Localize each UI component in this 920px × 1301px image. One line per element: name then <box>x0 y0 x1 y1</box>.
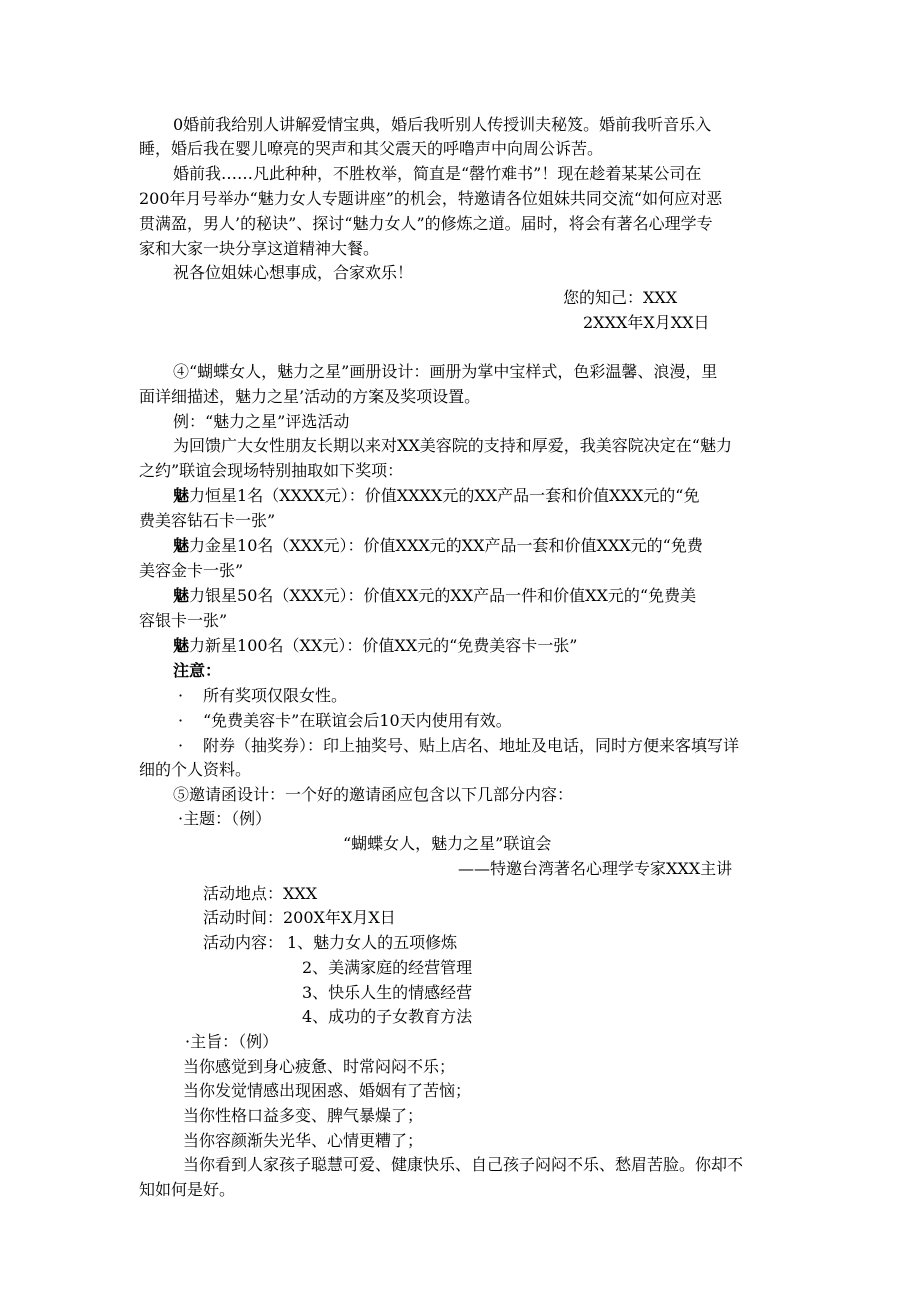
notice-1-bullet: · <box>178 686 184 705</box>
prize-2-line-2: 美容金卡一张” <box>139 561 244 580</box>
prize-1-line-2: 费美容钻石卡一张” <box>139 511 276 530</box>
event-content-item-2: 2、美满家庭的经营管理 <box>302 958 473 977</box>
event-content-item-4: 4、成功的子女教育方法 <box>302 1007 473 1026</box>
event-subtitle: ——特邀台湾著名心理学专家XXX主讲 <box>458 859 733 878</box>
prize-2-text: 力金星10名（XXX元）：价值XXX元的XX产品一套和价值XXX元的“免费 <box>189 536 703 555</box>
prize-1-head: 魅 <box>173 486 190 505</box>
intro-line-2: 之约”联谊会现场特别抽取如下奖项： <box>139 461 404 480</box>
notice-3-text-line-1: 附券（抽奖券）：印上抽奖号、贴上店名、地址及电话，同时方便来客填写详 <box>203 736 740 755</box>
paragraph-2-line-4: 家和大家一块分享这道精神大餐。 <box>139 239 380 258</box>
signature: 您的知己：XXX <box>563 288 678 307</box>
paragraph-2-line-1: 婚前我……凡此种种，不胜枚举，简直是“罄竹难书”！现在趁着某某公司在 <box>173 164 702 183</box>
purpose-line-1: 当你感觉到身心疲惫、时常闷闷不乐； <box>183 1057 456 1076</box>
event-location: 活动地点：XXX <box>203 884 318 903</box>
event-title: “蝴蝶女人，魅力之星”联谊会 <box>343 834 552 853</box>
event-content-label: 活动内容： <box>203 933 284 952</box>
event-content-item-1: 1、魅力女人的五项修炼 <box>287 933 458 952</box>
purpose-line-3: 当你性格口益多变、脾气暴燥了； <box>183 1106 424 1125</box>
notice-3-text-line-2: 细的个人资料。 <box>139 760 252 779</box>
section-4-line-1: ④“蝴蝶女人，魅力之星”画册设计：画册为掌中宝样式，色彩温馨、浪漫，里 <box>173 362 718 381</box>
example-title: 例：“魅力之星”评选活动 <box>173 412 350 431</box>
greeting-line: 祝各位姐妹心想事成，合家欢乐！ <box>173 263 414 282</box>
intro-line-1: 为回馈广大女性朋友长期以来对XX美容院的支持和厚爱，我美容院决定在“魅力 <box>173 436 732 455</box>
theme-label: ·主题：（例） <box>178 809 272 828</box>
prize-1-text: 力恒星1名（XXXX元）：价值XXXX元的XX产品一套和价值XXX元的“免 <box>189 486 700 505</box>
prize-3-head: 魅 <box>173 586 190 605</box>
paragraph-2-line-3: 贯满盈，男人’的秘诀”、探讨“魅力女人”的修炼之道。届时，将会有著名心理学专 <box>139 214 713 233</box>
event-content-item-3: 3、快乐人生的情感经营 <box>302 983 473 1002</box>
prize-3-line-2: 容银卡一张” <box>139 611 228 630</box>
prize-4-head: 魅 <box>173 636 190 655</box>
notice-3-bullet: · <box>178 736 184 755</box>
prize-1-line-1 <box>173 484 699 508</box>
prize-4-text: 力新星100名（XX元）：价值XX元的“免费美容卡一张” <box>189 636 578 655</box>
last-paragraph-line-2: 知如何是好。 <box>139 1180 236 1199</box>
prize-2-line-1 <box>173 534 703 558</box>
last-paragraph-line-1: 当你看到人家孩子聪慧可爱、健康快乐、自己孩子闷闷不乐、愁眉苦脸。你却不 <box>183 1155 744 1174</box>
paragraph-1-line-1: 0婚前我给别人讲解爱情宝典，婚后我听别人传授训夫秘笈。婚前我听音乐入 <box>173 115 712 134</box>
section-4-line-2: 面详细描述，魅力之星’活动的方案及奖项设置。 <box>139 387 481 406</box>
purpose-label: ·主旨：（例） <box>185 1032 279 1051</box>
notice-1-text: 所有奖项仅限女性。 <box>203 686 348 705</box>
section-5-title: ⑤邀请函设计：一个好的邀请函应包含以下几部分内容： <box>173 785 574 804</box>
prize-4-line-1 <box>173 634 577 658</box>
notice-title: 注意： <box>173 661 222 680</box>
notice-2-text: “免费美容卡”在联谊会后10天内使用有效。 <box>203 711 512 730</box>
letter-date: 2XXX年X月XX日 <box>583 313 710 332</box>
purpose-line-4: 当你容颜渐失光华、心情更糟了； <box>183 1131 424 1150</box>
purpose-line-2: 当你发觉情感出现困惑、婚姻有了苦恼； <box>183 1081 472 1100</box>
prize-3-text: 力银星50名（XXX元）：价值XX元的XX产品一件和价值XX元的“免费美 <box>189 586 697 605</box>
paragraph-1-line-2: 睡，婚后我在婴儿嘹亮的哭声和其父震天的呼噜声中向周公诉苦。 <box>139 139 604 158</box>
prize-2-head: 魅 <box>173 536 190 555</box>
event-time: 活动时间：200X年X月X日 <box>203 908 396 927</box>
paragraph-2-line-2: 200年月号举办“魅力女人专题讲座”的机会，特邀请各位姐妹共同交流“如何应对恶 <box>139 189 723 208</box>
prize-3-line-1 <box>173 584 696 608</box>
notice-2-bullet: · <box>178 711 184 730</box>
